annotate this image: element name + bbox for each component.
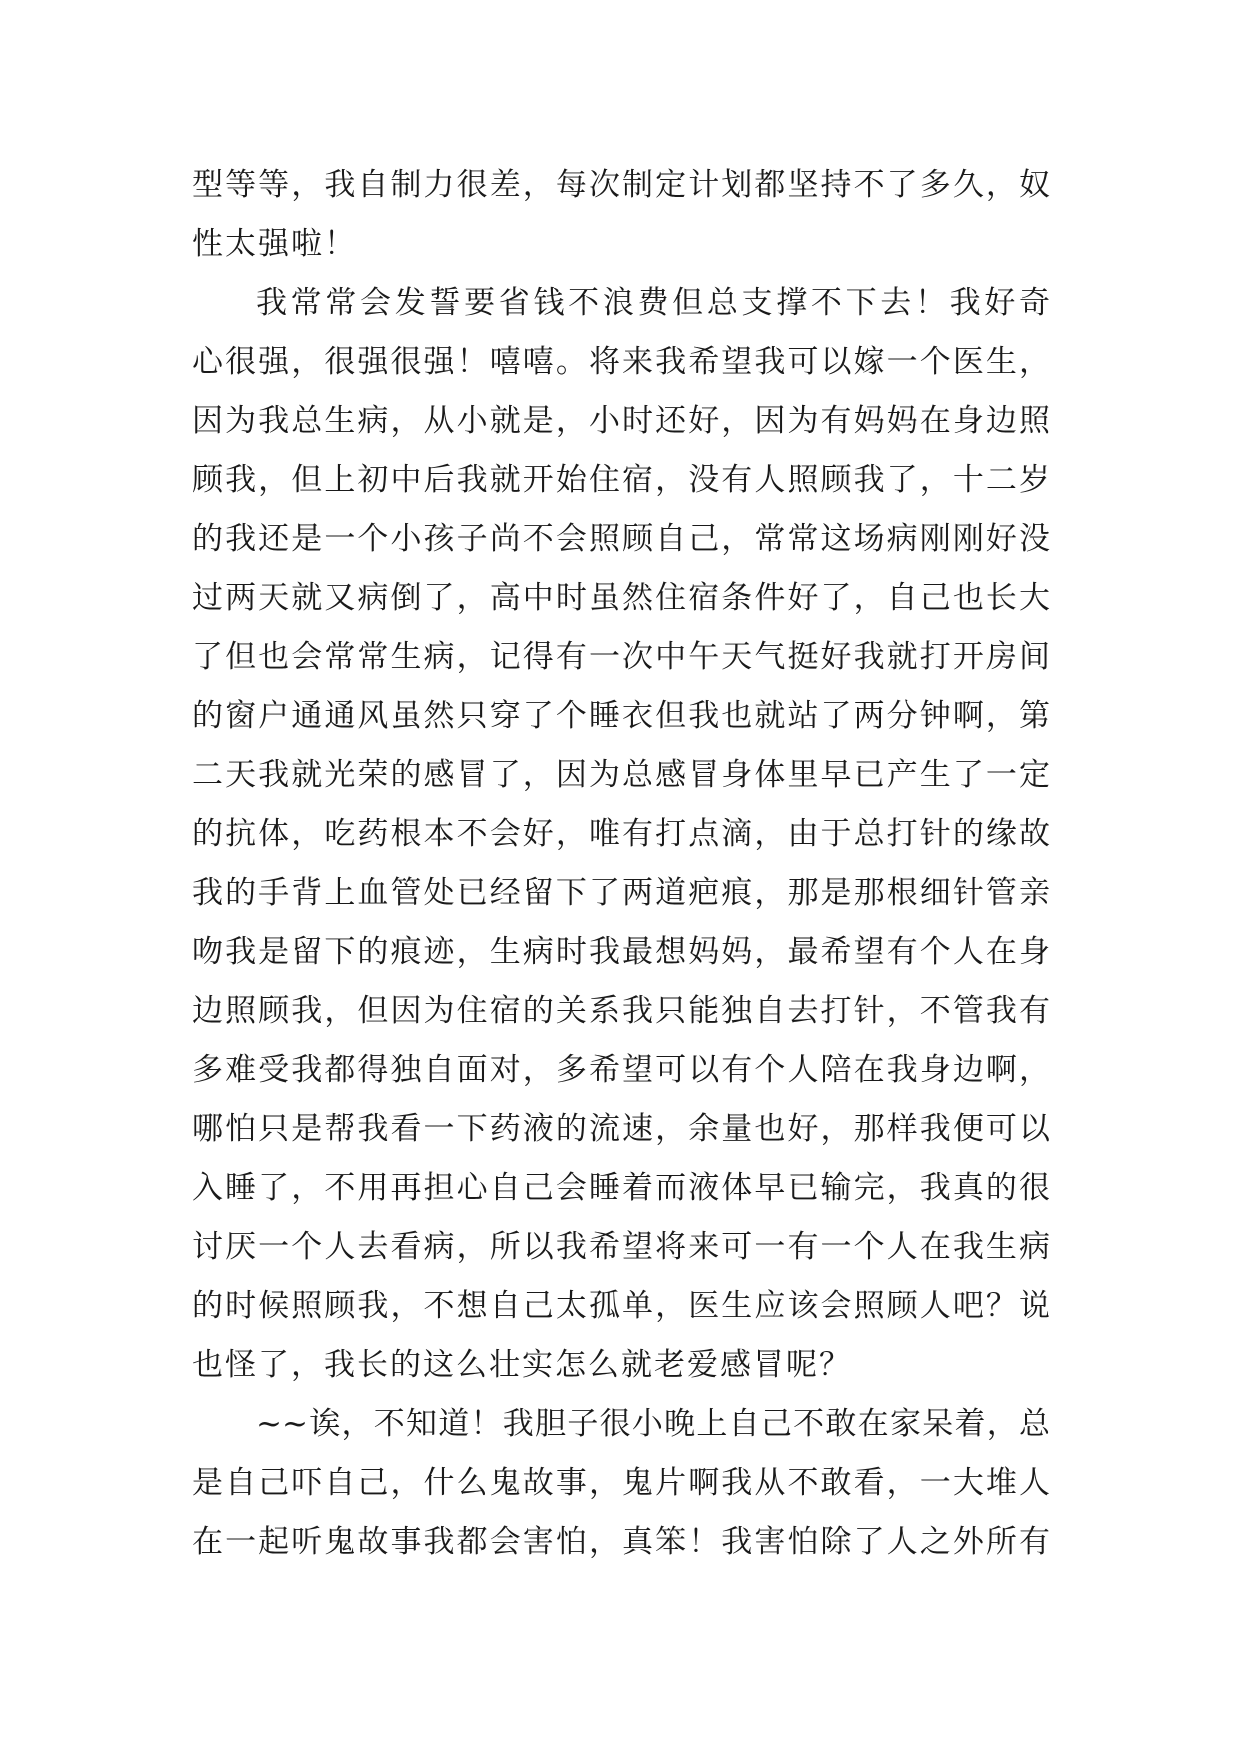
text-line: 入睡了，不用再担心自己会睡着而液体早已输完，我真的很: [192, 1170, 1050, 1206]
paragraph-first-line: 我常常会发誓要省钱不浪费但总支撑不下去！我好奇: [256, 285, 1050, 321]
text-line: 是自己吓自己，什么鬼故事，鬼片啊我从不敢看，一大堆人: [192, 1465, 1050, 1501]
text-line: 了但也会常常生病，记得有一次中午天气挺好我就打开房间: [192, 639, 1050, 675]
text-line: 我的手背上血管处已经留下了两道疤痕，那是那根细针管亲: [192, 875, 1050, 911]
text-line: 心很强，很强很强！嘻嘻。将来我希望我可以嫁一个医生，: [192, 344, 1050, 380]
text-line: 讨厌一个人去看病，所以我希望将来可一有一个人在我生病: [192, 1229, 1050, 1265]
body-text: [192, 156, 1050, 1572]
text-line: 哪怕只是帮我看一下药液的流速，余量也好，那样我便可以: [192, 1111, 1050, 1147]
text-line: 二天我就光荣的感冒了，因为总感冒身体里早已产生了一定: [192, 757, 1050, 793]
text-line: 吻我是留下的痕迹，生病时我最想妈妈，最希望有个人在身: [192, 934, 1050, 970]
text-line: 的抗体，吃药根本不会好，唯有打点滴，由于总打针的缘故: [192, 816, 1050, 852]
text-line: 型等等，我自制力很差，每次制定计划都坚持不了多久，奴: [192, 167, 1050, 203]
text-line: 性太强啦！: [192, 226, 357, 262]
text-line: 边照顾我，但因为住宿的关系我只能独自去打针，不管我有: [192, 993, 1050, 1029]
text-line: 的我还是一个小孩子尚不会照顾自己，常常这场病刚刚好没: [192, 521, 1050, 557]
text-line: 也怪了，我长的这么壮实怎么就老爱感冒呢？: [192, 1347, 852, 1383]
text-line: 因为我总生病，从小就是，小时还好，因为有妈妈在身边照: [192, 403, 1050, 439]
text-line: 顾我，但上初中后我就开始住宿，没有人照顾我了，十二岁: [192, 462, 1050, 498]
text-line: 的时候照顾我，不想自己太孤单，医生应该会照顾人吧？说: [192, 1288, 1050, 1324]
text-line: 过两天就又病倒了，高中时虽然住宿条件好了，自己也长大: [192, 580, 1050, 616]
text-line: 在一起听鬼故事我都会害怕，真笨！我害怕除了人之外所有: [192, 1524, 1050, 1560]
paragraph-first-line: ~~诶，不知道！我胆子很小晚上自己不敢在家呆着，总: [256, 1406, 1050, 1442]
text-line: 多难受我都得独自面对，多希望可以有个人陪在我身边啊，: [192, 1052, 1050, 1088]
text-line: 的窗户通通风虽然只穿了个睡衣但我也就站了两分钟啊，第: [192, 698, 1050, 734]
